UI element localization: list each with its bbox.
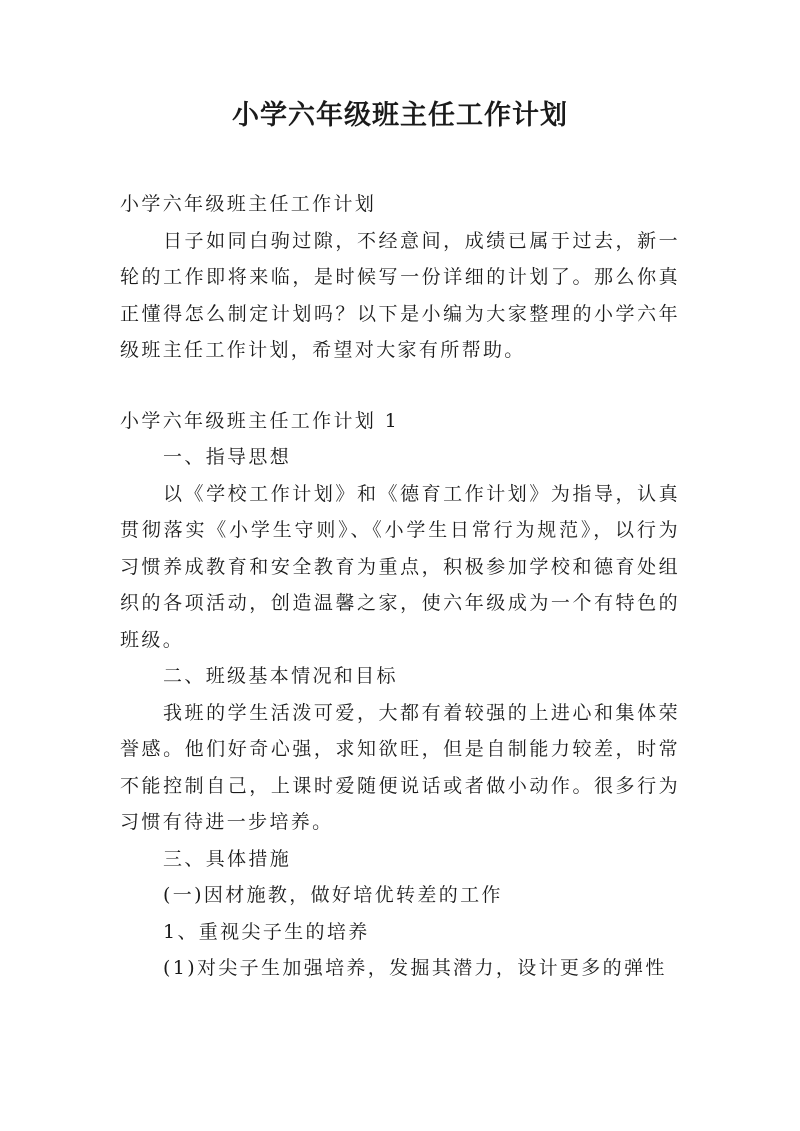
item-top-students-detail: (1)对尖子生加强培养，发掘其潜力，设计更多的弹性: [163, 957, 667, 979]
section-title: 小学六年级班主任工作计划 1: [120, 409, 400, 432]
heading-class-situation: 二、班级基本情况和目标: [163, 665, 398, 687]
item-top-students: 1、重视尖子生的培养: [163, 920, 370, 943]
heading-measures: 三、具体措施: [163, 847, 292, 870]
document-body: [120, 186, 680, 987]
subtitle: 小学六年级班主任工作计划: [120, 193, 377, 215]
paragraph-class-situation: 我班的学生活泼可爱，大都有着较强的上进心和集体荣誉感。他们好奇心强，求知欲旺，但是自制能力较差，时常不能控制自己，上课时爱随便说话或者做小动作。很多行为习惯有待进一步培养。: [120, 701, 680, 833]
paragraph-guiding-thought: 以《学校工作计划》和《德育工作计划》为指导，认真贯彻落实《小学生守则》、《小学生日常行为规范》，以行为习惯养成教育和安全教育为重点，积极参加学校和德育处组织的各项活动，创造温馨之家，使六年级成为一个有特色的班级。: [120, 482, 680, 651]
subheading-teaching: (一)因材施教，做好培优转差的工作: [163, 884, 503, 906]
heading-guiding-thought: 一、指导思想: [163, 446, 292, 468]
intro-paragraph: 日子如同白驹过隙，不经意间，成绩已属于过去，新一轮的工作即将来临，是时候写一份详细的计划了。那么你真正懂得怎么制定计划吗？以下是小编为大家整理的小学六年级班主任工作计划，希望对大家有所帮助。: [120, 229, 680, 361]
document-title: 小学六年级班主任工作计划: [232, 100, 568, 131]
